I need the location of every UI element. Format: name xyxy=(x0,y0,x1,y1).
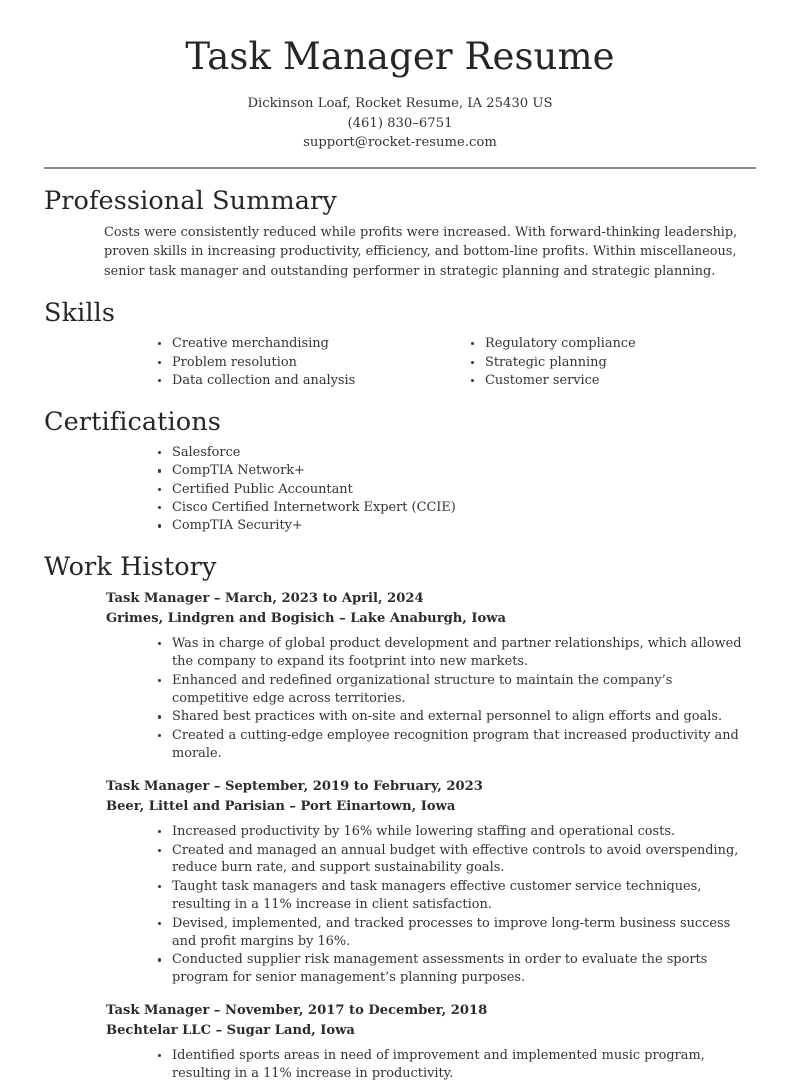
section-certifications xyxy=(44,406,756,535)
list-item: Devised, implemented, and tracked processes to improve long-term business success and profit margins by 16%. xyxy=(150,915,756,951)
list-item: Customer service xyxy=(463,372,756,390)
job-bullets xyxy=(106,1047,756,1083)
section-professional-summary xyxy=(44,185,756,282)
list-item: Taught task managers and task managers effective customer service techniques, resulting in a 11% increase in client satisfaction. xyxy=(150,878,756,914)
list-item: Enhanced and redefined organizational structure to maintain the company’s competitive edge across territories. xyxy=(150,672,756,708)
skills-list-left xyxy=(150,335,453,389)
work-history-entry xyxy=(106,589,756,763)
job-bullet-list xyxy=(150,823,756,987)
skills-column-left xyxy=(150,335,453,390)
list-item: Increased productivity by 16% while lowering staffing and operational costs. xyxy=(150,823,756,841)
job-title-line: Task Manager – November, 2017 to December, 2018 xyxy=(106,1002,488,1018)
job-bullet-list xyxy=(150,1047,756,1083)
contact-address: Dickinson Loaf, Rocket Resume, IA 25430 US xyxy=(247,96,553,111)
list-item: CompTIA Security+ xyxy=(150,517,756,535)
list-item: Data collection and analysis xyxy=(150,372,453,390)
job-title-line: Task Manager – September, 2019 to February, 2023 xyxy=(106,778,483,794)
list-item: CompTIA Network+ xyxy=(150,462,756,480)
section-skills xyxy=(44,297,756,390)
section-title-certifications: Certifications xyxy=(44,407,221,438)
job-bullets xyxy=(106,635,756,763)
resume-header xyxy=(44,0,756,169)
skills-columns xyxy=(44,335,756,390)
list-item: Created and managed an annual budget with effective controls to avoid overspending, reduce burn rate, and support sustainability goals. xyxy=(150,842,756,878)
certifications-body xyxy=(44,444,756,535)
list-item: Conducted supplier risk management assessments in order to evaluate the sports program for senior management’s planning purposes. xyxy=(150,951,756,987)
list-item: Certified Public Accountant xyxy=(150,481,756,499)
list-item: Creative merchandising xyxy=(150,335,453,353)
list-item: Shared best practices with on-site and external personnel to align efforts and goals. xyxy=(150,708,756,726)
list-item: Identified sports areas in need of improvement and implemented music program, resulting in a 11% increase in productivity. xyxy=(150,1047,756,1083)
skills-list-right xyxy=(463,335,756,389)
list-item: Salesforce xyxy=(150,444,756,462)
skills-column-right xyxy=(453,335,756,390)
list-item: Regulatory compliance xyxy=(463,335,756,353)
list-item: Was in charge of global product development and partner relationships, which allowed the company to expand its footprint into new markets. xyxy=(150,635,756,671)
job-company-line: Beer, Littel and Parisian – Port Einartown, Iowa xyxy=(106,798,456,814)
certifications-list xyxy=(150,444,756,535)
section-title-work-history: Work History xyxy=(44,552,217,583)
contact-email: support@rocket-resume.com xyxy=(303,135,497,150)
section-title-summary: Professional Summary xyxy=(44,185,337,216)
list-item: Problem resolution xyxy=(150,354,453,372)
job-company-line: Grimes, Lindgren and Bogisich – Lake Anaburgh, Iowa xyxy=(106,611,506,627)
section-work-history xyxy=(44,551,756,1082)
job-bullets xyxy=(106,823,756,987)
work-history-list xyxy=(44,589,756,1082)
work-history-entry xyxy=(106,1001,756,1083)
list-item: Cisco Certified Internetwork Expert (CCIE) xyxy=(150,499,756,517)
section-title-skills: Skills xyxy=(44,298,116,329)
work-history-entry xyxy=(106,777,756,987)
summary-text: Costs were consistently reduced while profits were increased. With forward-thinking leadership, proven skills in increasing productivity, efficiency, and bottom-line profits. Within miscellaneous, senior task manager and outstanding performer in strategic planning and strategic planning. xyxy=(104,224,738,279)
page-title: Task Manager Resume xyxy=(185,35,615,78)
header-divider xyxy=(44,167,756,169)
summary-body xyxy=(44,223,756,282)
job-bullet-list xyxy=(150,635,756,763)
list-item: Created a cutting-edge employee recognition program that increased productivity and morale. xyxy=(150,727,756,763)
job-title-line: Task Manager – March, 2023 to April, 2024 xyxy=(106,591,424,607)
contact-phone: (461) 830–6751 xyxy=(347,115,453,131)
job-company-line: Bechtelar LLC – Sugar Land, Iowa xyxy=(106,1022,355,1038)
list-item: Strategic planning xyxy=(463,354,756,372)
